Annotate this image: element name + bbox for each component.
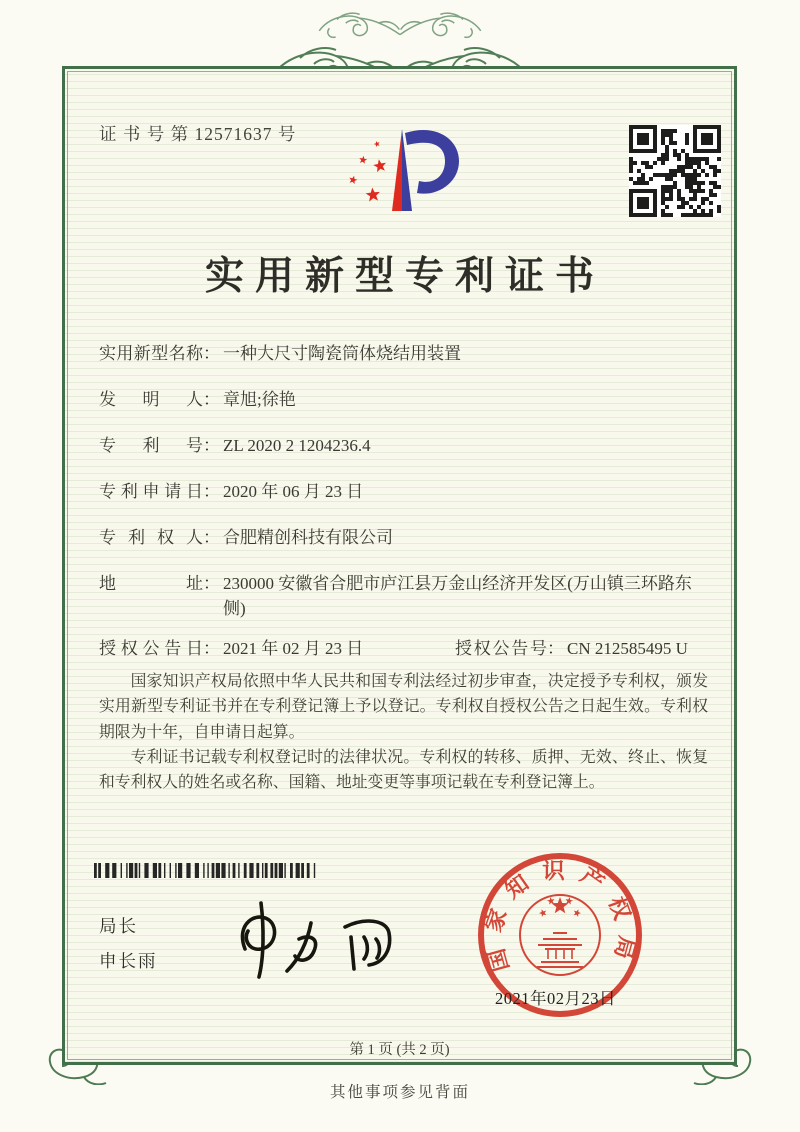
field-value: 合肥精创科技有限公司 — [223, 528, 393, 547]
certificate-title: 实用新型专利证书 — [204, 255, 605, 298]
field-label: 专利申请日 — [99, 482, 203, 501]
field-label: 授权公告号 — [455, 639, 547, 658]
field-value: 章旭;徐艳 — [223, 390, 296, 409]
field-value: 2021 年 02 月 23 日 — [223, 639, 364, 658]
field-colon: ： — [203, 639, 220, 658]
director-role-label: 局长 — [99, 916, 138, 936]
field-colon: ： — [203, 390, 220, 409]
field-row-grant — [99, 636, 707, 661]
field-colon: ： — [203, 344, 220, 363]
director-name-label: 申长雨 — [99, 951, 158, 971]
field-row-patentee — [99, 525, 707, 550]
field-value: 230000 安徽省合肥市庐江县万金山经济开发区(万山镇三环路东侧) — [223, 574, 692, 618]
field-value: 2020 年 06 月 23 日 — [223, 482, 364, 501]
back-note: 其他事项参见背面 — [329, 1084, 470, 1101]
field-row-inventor — [99, 387, 707, 412]
field-row-address — [99, 571, 707, 621]
field-colon: ： — [203, 574, 220, 593]
field-label: 授权公告日 — [99, 639, 203, 658]
certificate-number: 证 书 号 第 12571637 号 — [99, 124, 297, 144]
field-colon: ： — [203, 436, 220, 455]
top-edge-flourish-ornament — [318, 8, 482, 46]
barcode — [94, 863, 318, 879]
field-value: ZL 2020 2 1204236.4 — [223, 436, 371, 455]
legal-paragraph: 国家知识产权局依照中华人民共和国专利法经过初步审查，决定授予专利权，颁发实用新型专利证书并在专利登记簿上予以登记。专利权自授权公告之日起生效。专利权期限为十年，自申请日起算。 — [99, 673, 708, 741]
certificate-fields — [99, 341, 707, 682]
handwritten-signature-icon — [217, 887, 427, 987]
certificate-inner-frame — [62, 66, 737, 1065]
field-row-patent-number — [99, 433, 707, 458]
field-label: 专利号 — [99, 436, 203, 455]
legal-paragraph: 专利证书记载专利权登记时的法律状况。专利权的转移、质押、无效、终止、恢复和专利权人的姓名或名称、国籍、地址变更等事项记载在专利登记簿上。 — [99, 748, 708, 792]
field-row-filing-date — [99, 479, 707, 504]
field-value: CN 212585495 U — [567, 639, 688, 658]
field-value: 一种大尺寸陶瓷筒体烧结用装置 — [223, 344, 461, 363]
seal-ring-text: 国家知识产权局 — [480, 858, 640, 975]
field-label: 地址 — [99, 574, 203, 593]
field-colon: ： — [203, 528, 220, 547]
page-number: 第 1 页 (共 2 页) — [349, 1042, 450, 1058]
field-label: 发明人 — [99, 390, 203, 409]
field-colon: ： — [203, 482, 220, 501]
field-label: 实用新型名称 — [99, 344, 203, 363]
legal-paragraphs — [99, 669, 708, 795]
grant-number-pair — [455, 636, 688, 661]
field-row-utility-model-name — [99, 341, 707, 366]
cnipa-logo-icon — [341, 117, 471, 217]
field-label: 专利权人 — [99, 528, 203, 547]
field-colon: ： — [547, 639, 564, 658]
qr-code — [629, 125, 721, 217]
seal-date: 2021年02月23日 — [495, 989, 616, 1008]
